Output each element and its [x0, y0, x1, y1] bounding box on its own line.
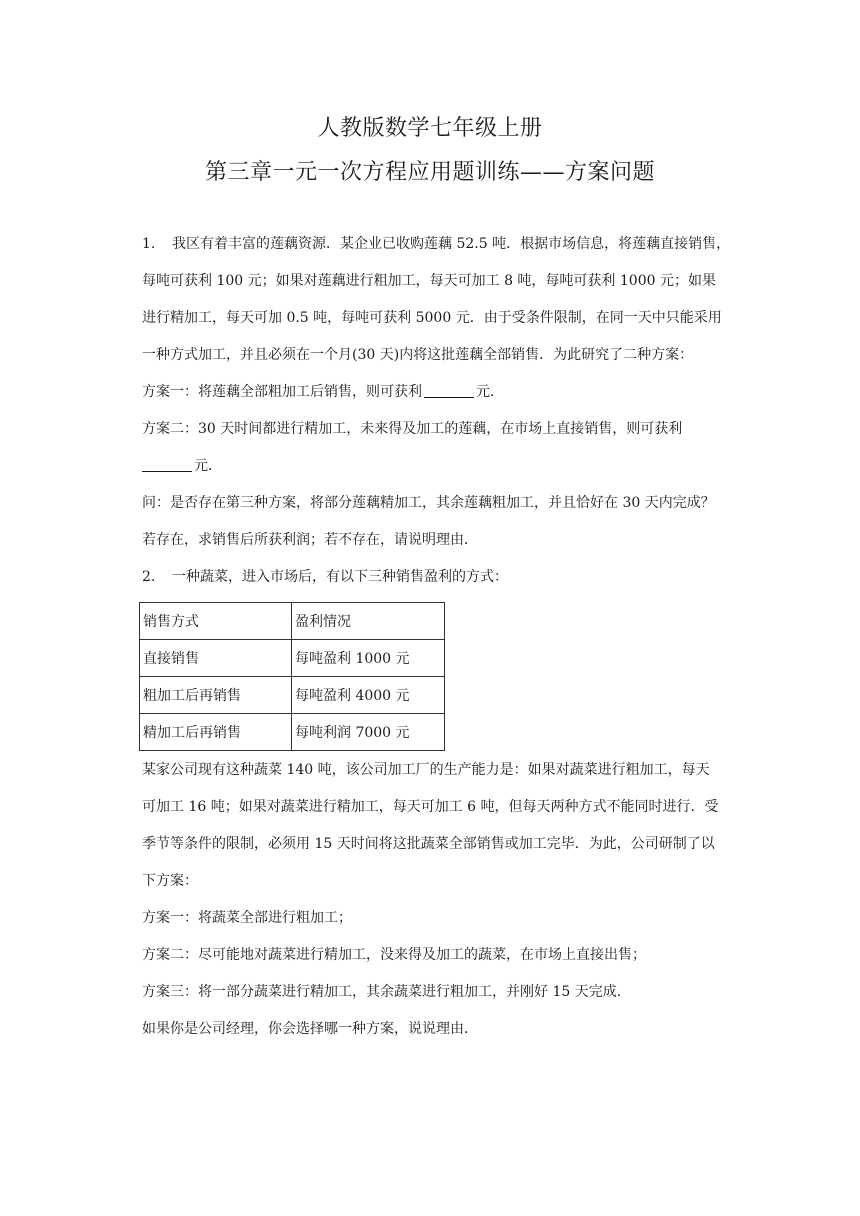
q2-intro-text: 一种蔬菜，进入市场后，有以下三种销售盈利的方式： — [172, 569, 508, 585]
q1-question-1: 问：是否存在第三种方案，将部分莲藕精加工，其余莲藕粗加工，并且恰好在 30 天内完成？ — [142, 495, 715, 511]
q2-intro — [142, 562, 752, 599]
table-cell: 直接销售 — [140, 640, 292, 677]
q1-line-3: 进行精加工，每天可加 0.5 吨，每吨可获利 5000 元．由于受条件限制，在同一天中只能采用 — [142, 310, 722, 326]
q1-question-2: 若存在，求销售后所获利润；若不存在，请说明理由． — [142, 532, 478, 548]
answer-blank[interactable] — [424, 383, 474, 398]
table-row — [140, 640, 445, 677]
document-body — [142, 229, 752, 1051]
q1-line-1 — [142, 229, 752, 266]
q1-plan-2: 方案二：30 天时间都进行精加工，未来得及加工的莲藕，在市场上直接销售，则可获利 — [142, 421, 683, 437]
q1-plan1-text: 方案一：将莲藕全部粗加工后销售，则可获利 — [142, 384, 422, 400]
table-cell: 每吨盈利 1000 元 — [292, 640, 445, 677]
table-header-cell: 盈利情况 — [292, 603, 445, 640]
q2-plan-1: 方案一：将蔬菜全部进行粗加工； — [142, 910, 352, 926]
table-header-cell: 销售方式 — [140, 603, 292, 640]
q2-line-2: 可加工 16 吨；如果对蔬菜进行精加工，每天可加工 6 吨，但每天两种方式不能同时进行．受 — [142, 799, 719, 815]
table-header-row — [140, 603, 445, 640]
q2-plan-3: 方案三：将一部分蔬菜进行精加工，其余蔬菜进行粗加工，并刚好 15 天完成． — [142, 984, 631, 1000]
table-cell: 精加工后再销售 — [140, 714, 292, 751]
table-cell: 每吨盈利 4000 元 — [292, 677, 445, 714]
answer-blank[interactable] — [142, 457, 192, 472]
q2-question: 如果你是公司经理，你会选择哪一种方案，说说理由． — [142, 1021, 478, 1037]
q1-text-line: 我区有着丰富的莲藕资源．某企业已收购莲藕 52.5 吨．根据市场信息，将莲藕直接销售， — [172, 236, 731, 252]
q1-number: 1. — [142, 236, 156, 252]
table-cell: 粗加工后再销售 — [140, 677, 292, 714]
document-title: 人教版数学七年级上册 — [317, 116, 543, 141]
q2-plan-2: 方案二：尽可能地对蔬菜进行精加工，没来得及加工的蔬菜，在市场上直接出售； — [142, 947, 646, 963]
q1-plan-1 — [142, 377, 752, 414]
q1-line-4: 一种方式加工，并且必须在一个月(30 天)内将这批莲藕全部销售．为此研究了二种方案： — [142, 347, 694, 363]
q2-line-3: 季节等条件的限制，必须用 15 天时间将这批蔬菜全部销售或加工完毕．为此，公司研制了以 — [142, 836, 715, 852]
q1-line-2: 每吨可获利 100 元；如果对莲藕进行粗加工，每天可加工 8 吨，每吨可获利 1000 元；如果 — [142, 273, 716, 289]
q2-line-4: 下方案： — [142, 873, 198, 889]
q2-number: 2. — [142, 569, 156, 585]
q1-plan1-unit: 元． — [476, 384, 504, 400]
q1-plan2-unit: 元． — [194, 458, 222, 474]
document-subtitle: 第三章一元一次方程应用题训练——方案问题 — [204, 160, 655, 185]
table-row — [140, 677, 445, 714]
table-row — [140, 714, 445, 751]
profit-table — [139, 602, 445, 751]
q2-line-1: 某家公司现有这种蔬菜 140 吨，该公司加工厂的生产能力是：如果对蔬菜进行粗加工，每天 — [142, 762, 710, 778]
q1-plan-2-cont — [142, 451, 752, 488]
table-cell: 每吨利润 7000 元 — [292, 714, 445, 751]
